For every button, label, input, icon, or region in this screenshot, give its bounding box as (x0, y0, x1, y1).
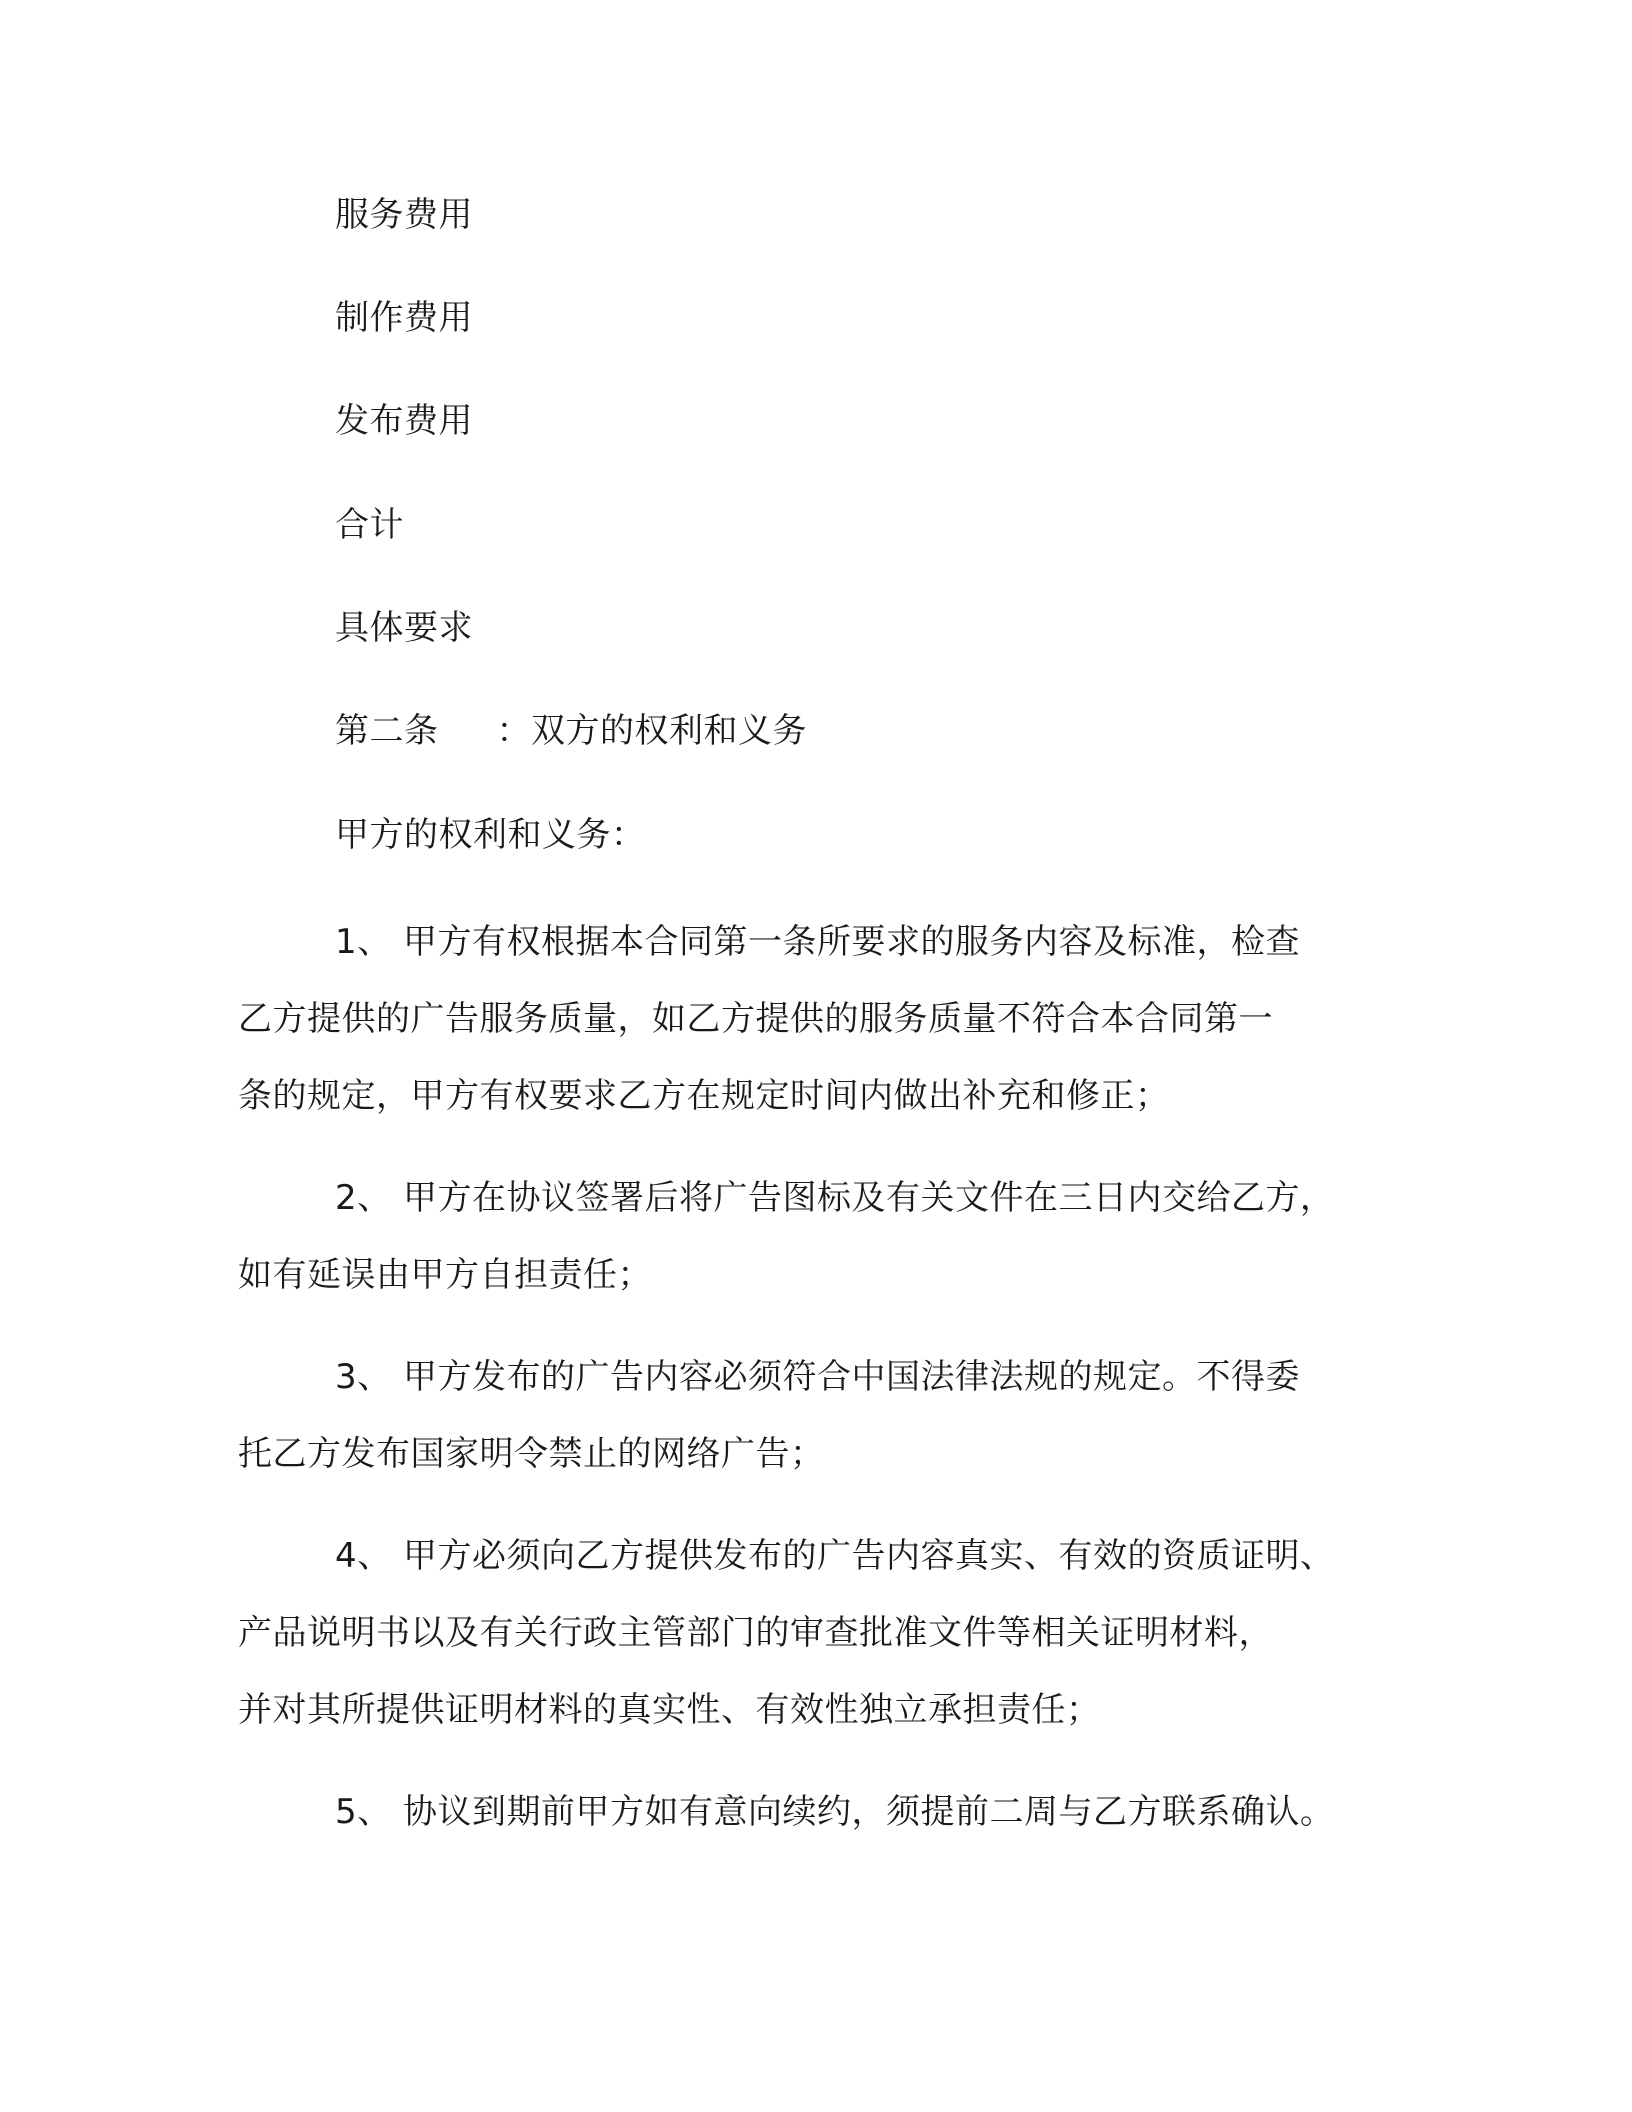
fee-item-production: 制作费用 (335, 298, 473, 338)
fee-item-total: 合计 (335, 505, 404, 545)
clause-5 (238, 1774, 1408, 1851)
clause-line: 条的规定，甲方有权要求乙方在规定时间内做出补充和修正； (238, 1076, 1170, 1116)
clause-line: 如有延误由甲方自担责任； (238, 1255, 652, 1295)
clause-line: 4、 甲方必须向乙方提供发布的广告内容真实、有效的资质证明、 (335, 1536, 1335, 1576)
section-heading: 甲方的权利和义务： (335, 815, 646, 855)
article-heading (335, 711, 807, 751)
clause-2 (238, 1160, 1408, 1314)
clause-line: 2、 甲方在协议签署后将广告图标及有关文件在三日内交给乙方， (335, 1178, 1335, 1218)
clause-line: 乙方提供的广告服务质量，如乙方提供的服务质量不符合本合同第一 (238, 999, 1273, 1039)
clause-line: 并对其所提供证明材料的真实性、有效性独立承担责任； (238, 1690, 1101, 1730)
clause-line: 产品说明书以及有关行政主管部门的审查批准文件等相关证明材料， (238, 1613, 1273, 1653)
clause-line: 5、 协议到期前甲方如有意向续约，须提前二周与乙方联系确认。 (335, 1792, 1335, 1832)
clause-line: 托乙方发布国家明令禁止的网络广告； (238, 1434, 825, 1474)
fee-item-service: 服务费用 (335, 195, 473, 235)
clause-3 (238, 1339, 1408, 1493)
fee-item-publishing: 发布费用 (335, 401, 473, 441)
article-title: ：双方的权利和义务 (496, 711, 807, 751)
clause-1 (238, 904, 1408, 1135)
fee-item-requirements: 具体要求 (335, 608, 473, 648)
article-number: 第二条 (335, 711, 439, 751)
clause-line: 3、 甲方发布的广告内容必须符合中国法律法规的规定。不得委 (335, 1357, 1300, 1397)
clause-4 (238, 1518, 1408, 1749)
clause-line: 1、 甲方有权根据本合同第一条所要求的服务内容及标准，检查 (335, 922, 1300, 962)
